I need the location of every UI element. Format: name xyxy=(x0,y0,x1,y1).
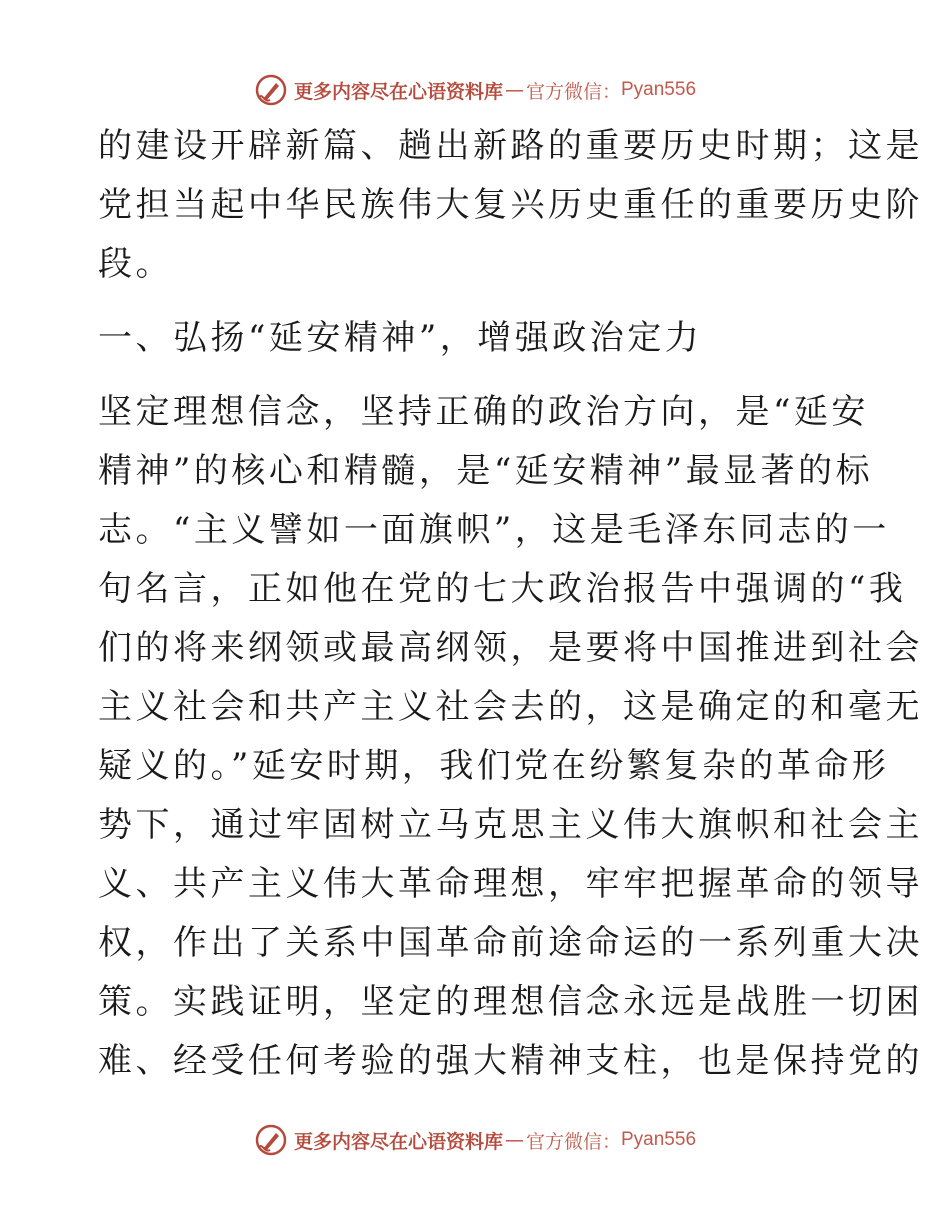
text-line: 坚定理想信念，坚持正确的政治方向，是“延安 xyxy=(98,392,869,432)
watermark-brand: 更多内容尽在心语资料库 xyxy=(293,80,503,103)
header-watermark xyxy=(0,70,950,110)
watermark-wechat-id: Pyan556 xyxy=(621,79,697,100)
text-line: 难、经受任何考验的强大精神支柱，也是保持党的 xyxy=(98,1041,923,1081)
footer-watermark xyxy=(0,1120,950,1160)
document-body xyxy=(98,117,923,1091)
text-line: 段。 xyxy=(98,244,173,284)
text-line: 策。实践证明，坚定的理想信念永远是战胜一切困 xyxy=(98,982,923,1022)
section-heading: 一、弘扬“延安精神”，增强政治定力 xyxy=(98,318,703,358)
watermark-wechat-label: 官方微信： xyxy=(525,1130,621,1153)
text-line: 志。“主义譬如一面旗帜”，这是毛泽东同志的一 xyxy=(98,510,890,550)
text-line: 势下，通过牢固树立马克思主义伟大旗帜和社会主 xyxy=(98,805,923,845)
watermark-separator: — xyxy=(504,1129,524,1151)
text-line: 义、共产主义伟大革命理想，牢牢把握革命的领导 xyxy=(98,864,923,904)
text-line: 精神”的核心和精髓，是“延安精神”最显著的标 xyxy=(98,451,874,491)
watermark-separator: — xyxy=(504,79,524,101)
text-line: 党担当起中华民族伟大复兴历史重任的重要历史阶 xyxy=(98,185,923,225)
text-line: 权，作出了关系中国革命前途命运的一系列重大决 xyxy=(98,923,923,963)
watermark-wechat-label: 官方微信： xyxy=(525,80,621,103)
text-line: 的建设开辟新篇、趟出新路的重要历史时期；这是 xyxy=(98,126,923,166)
text-line: 句名言，正如他在党的七大政治报告中强调的“我 xyxy=(98,569,907,609)
quill-pen-circle-icon xyxy=(254,1123,288,1157)
watermark-wechat-id: Pyan556 xyxy=(621,1129,697,1150)
text-line: 主义社会和共产主义社会去的，这是确定的和毫无 xyxy=(98,687,923,727)
watermark-brand: 更多内容尽在心语资料库 xyxy=(293,1130,503,1153)
text-line: 们的将来纲领或最高纲领，是要将中国推进到社会 xyxy=(98,628,923,668)
quill-pen-circle-icon xyxy=(254,73,288,107)
text-line: 疑义的。”延安时期，我们党在纷繁复杂的革命形 xyxy=(98,746,890,786)
